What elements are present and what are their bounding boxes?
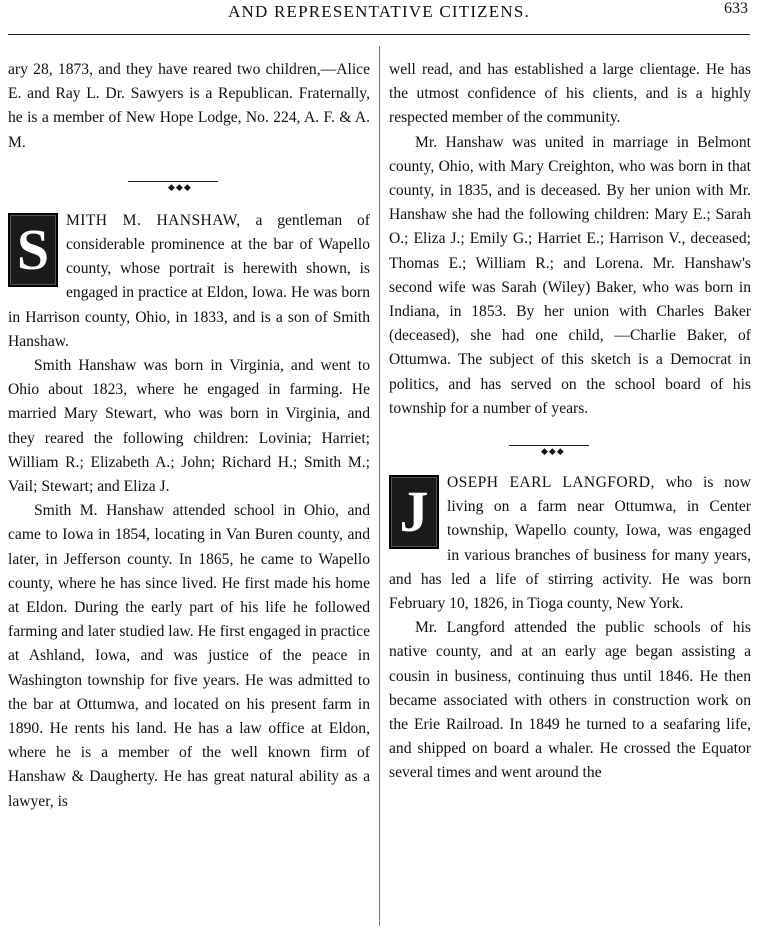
page-number: 633 <box>724 0 748 17</box>
smith-hanshaw-sr-paragraph: Smith Hanshaw was born in Virginia, and went to Ohio about 1823, where he engaged in farming. He married Mary Stewart, who was born in Virginia, and they reared the following children: Lovinia; Harriet; William R.; Elizabeth A.; John; Richard H.; Smith M.; Vail; Stewart; and Eliza J. <box>8 357 370 496</box>
section-ornament <box>8 157 370 205</box>
page-header <box>0 0 758 34</box>
header-rule <box>8 34 750 35</box>
hanshaw-continued-paragraph: well read, and has established a large clientage. He has the utmost confidence of his clients, and is a highly respected member of the community. <box>389 61 751 127</box>
left-column <box>8 58 370 814</box>
langford-name: OSEPH EARL LANGFORD, <box>447 474 655 492</box>
drop-cap-s: S <box>8 213 58 287</box>
running-title: AND REPRESENTATIVE CITIZENS. <box>228 2 530 21</box>
hanshaw-intro-text: a gentleman of considerable prominence at the bar of Wapello county, whose portrait is herewith shown, is engaged in practice at Eldon, Iowa. He was born in Harrison county, Ohio, in 1833, and is a son of Smith Hanshaw. <box>8 211 370 350</box>
hanshaw-intro-paragraph <box>8 209 370 354</box>
drop-cap-j: J <box>389 475 439 549</box>
langford-intro-paragraph <box>389 471 751 616</box>
langford-intro-text: who is now living on a farm near Ottumwa, in Center township, Wapello county, Iowa, was engaged in various branches of business for many years, and has led a life of stirring activity. He was born February 10, 1826, in Tioga county, New York. <box>389 474 751 613</box>
langford-career-paragraph: Mr. Langford attended the public schools of his native county, and at an early age began assisting a cousin in business, continuing thus until 1846. He then became associated with others in construction work on the Erie Railroad. In 1849 he turned to a seafaring life, and shipped on board a whaler. He crossed the Equator several times and went around the <box>389 619 751 782</box>
ornament-dots-right: ◆◆◆ <box>541 446 565 457</box>
right-column <box>389 58 751 786</box>
sawyers-paragraph-end: ary 28, 1873, and they have reared two children,—Alice E. and Ray L. Dr. Sawyers is a Republican. Fraternally, he is a member of New Hope Lodge, No. 224, A. F. & A. M. <box>8 61 370 151</box>
ornament-dots: ◆◆◆ <box>168 181 192 192</box>
section-ornament-right <box>389 421 751 467</box>
hanshaw-career-paragraph: Smith M. Hanshaw attended school in Ohio, and came to Iowa in 1854, locating in Van Buren county, and later, in Jefferson county. In 1865, he came to Wapello county, where he has since lived. He first made his home at Eldon. During the early part of his life he followed farming and later studied law. He first engaged in practice at Ashland, Iowa, and was justice of the peace in Washington township for five years. He was admitted to the bar at Ottumwa, and located on his present farm in 1890. He rents his land. He has a law office at Eldon, where he is a member of the well known firm of Hanshaw & Daugherty. He has great natural ability as a lawyer, is <box>8 502 370 810</box>
hanshaw-name: MITH M. HANSHAW, <box>66 211 241 229</box>
hanshaw-family-paragraph: Mr. Hanshaw was united in marriage in Belmont county, Ohio, with Mary Creighton, who was born in that county, in 1835, and is deceased. By her union with Mr. Hanshaw she had the following children: Mary E.; Sarah O.; Eliza J.; Emily G.; Harriet E.; Harrison V., deceased; Thomas E.; William R.; and Lorena. Mr. Hanshaw's second wife was Sarah (Wiley) Baker, who was born in Indiana, in 1853. By her union with Charles Baker (deceased), she had one child, —Charlie Baker, of Ottumwa. The subject of this sketch is a Democrat in politics, and has served on the school board of his township for a number of years. <box>389 133 751 417</box>
column-divider <box>379 46 380 926</box>
